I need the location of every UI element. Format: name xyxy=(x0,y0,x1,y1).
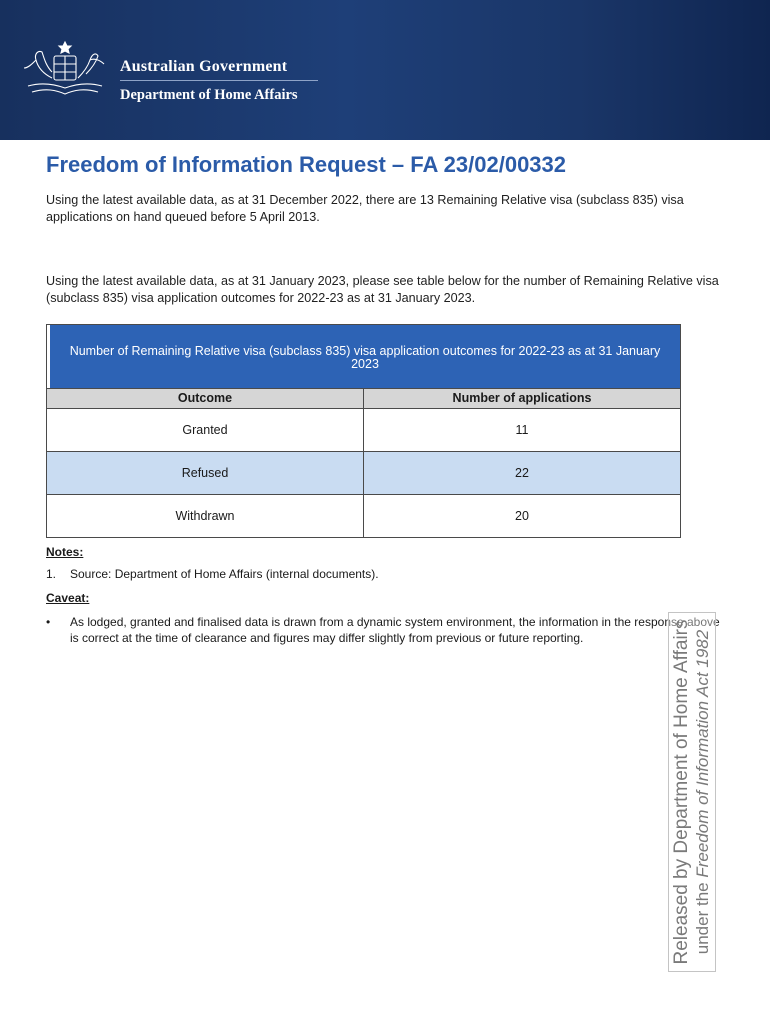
column-header-count: Number of applications xyxy=(452,391,592,405)
caveat-text: As lodged, granted and finalised data is drawn from a dynamic system environment, the information in the response above is correct at the time of clearance and figures may differ slightly from previous or future reporting. xyxy=(70,615,720,645)
notes-item xyxy=(46,567,379,581)
outcome-cell: Withdrawn xyxy=(47,495,364,537)
coat-of-arms-icon xyxy=(18,38,112,104)
paragraph-on-hand: Using the latest available data, as at 31 December 2022, there are 13 Remaining Relative visa (subclass 835) visa applications on hand queued before 5 April 2013. xyxy=(46,193,684,224)
count-cell: 11 xyxy=(515,423,529,437)
header-divider xyxy=(120,80,318,81)
notes-heading: Notes: xyxy=(46,545,84,559)
table-row xyxy=(47,408,680,451)
caveat-heading: Caveat: xyxy=(46,591,90,605)
release-stamp xyxy=(668,612,716,972)
government-name: Australian Government xyxy=(120,58,288,75)
outcome-cell: Refused xyxy=(47,452,364,494)
outcome-cell: Granted xyxy=(47,409,364,451)
notes-item-number: 1. xyxy=(46,567,57,581)
count-cell: 20 xyxy=(515,509,529,523)
table-header-row xyxy=(47,388,680,408)
column-header-outcome: Outcome xyxy=(47,389,364,408)
department-name: Department of Home Affairs xyxy=(120,87,298,103)
bullet-icon: • xyxy=(46,615,51,629)
stamp-act-name: Freedom of Information Act 1982 xyxy=(693,629,712,878)
outcomes-table xyxy=(46,324,681,538)
table-row xyxy=(47,451,680,494)
notes-item-text: Source: Department of Home Affairs (internal documents). xyxy=(70,567,379,581)
table-caption: Number of Remaining Relative visa (subclass 835) visa application outcomes for 2022-23 as at 31 January 2023 xyxy=(47,325,680,388)
paragraph-outcomes: Using the latest available data, as at 31 January 2023, please see table below for the number of Remaining Relative visa (subclass 835) visa application outcomes for 2022-23 as at 31 January 2023. xyxy=(46,274,719,305)
stamp-line-2-prefix: under the xyxy=(693,877,712,955)
stamp-line-2 xyxy=(693,617,713,967)
table-row xyxy=(47,494,680,537)
page-title: Freedom of Information Request – FA 23/02/00332 xyxy=(46,152,567,177)
stamp-line-1: Released by Department of Home Affairs xyxy=(671,619,692,965)
count-cell: 22 xyxy=(515,466,529,480)
header-banner xyxy=(0,0,770,140)
